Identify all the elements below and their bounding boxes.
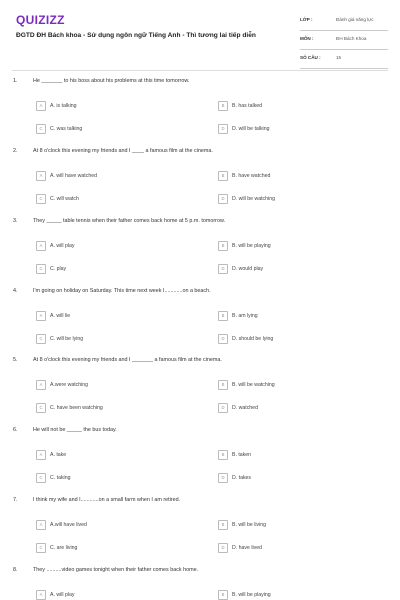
option-letter-box[interactable]: B — [218, 101, 228, 111]
meta-row-subject — [300, 31, 388, 50]
option-text: B. will be living — [232, 521, 267, 528]
option-letter-box[interactable]: C — [36, 194, 46, 204]
meta-row-count — [300, 50, 388, 69]
option-text: D. would play — [232, 265, 264, 272]
option-letter-box[interactable]: D — [218, 334, 228, 344]
option-text: A. will have watched — [50, 172, 97, 179]
question-number: 7. — [13, 497, 18, 503]
option-text: A. will lie — [50, 312, 71, 319]
option-text: C. was talking — [50, 125, 83, 132]
question-number: 5. — [13, 357, 18, 363]
meta-label: MÔN : — [300, 36, 314, 41]
option-letter-box[interactable]: B — [218, 171, 228, 181]
option-text: D. will be watching — [232, 195, 275, 202]
question-text: At 8 o'clock this evening my friends and I ____ a famous film at the cinema. — [33, 148, 213, 154]
option-letter-box[interactable]: C — [36, 473, 46, 483]
option-text: D. will be talking — [232, 125, 270, 132]
worksheet-title: ĐGTD ĐH Bách khoa - Sử dụng ngôn ngữ Tiếng Anh - Thì tương lai tiếp diễn — [16, 32, 256, 39]
question-text: They ..........video games tonight when their father comes back home. — [33, 567, 199, 573]
question-text: I'm going on holiday on Saturday. This time next week I............on a beach. — [33, 288, 211, 294]
question-text: He will not be _____ the bus today. — [33, 427, 117, 433]
option-text: B. am lying — [232, 312, 258, 319]
option-letter-box[interactable]: D — [218, 124, 228, 134]
option-text: D. takes — [232, 474, 252, 481]
option-text: C. will watch — [50, 195, 79, 202]
option-letter-box[interactable]: B — [218, 450, 228, 460]
option-text: A.were watching — [50, 381, 89, 388]
option-letter-box[interactable]: D — [218, 264, 228, 274]
question-text: He _______ to his boss about his problems at this time tomorrow. — [33, 78, 190, 84]
meta-value: Đánh giá năng lực — [336, 17, 374, 22]
option-text: C. are living — [50, 544, 78, 551]
option-letter-box[interactable]: D — [218, 403, 228, 413]
option-text: D. watched — [232, 404, 258, 411]
quizizz-logo: QUIZIZZ — [16, 13, 65, 27]
meta-label: LỚP : — [300, 17, 313, 22]
option-text: A. will play — [50, 242, 75, 249]
option-letter-box[interactable]: D — [218, 473, 228, 483]
worksheet-header — [0, 0, 400, 70]
option-letter-box[interactable]: C — [36, 124, 46, 134]
option-letter-box[interactable]: C — [36, 334, 46, 344]
option-text: A. take — [50, 451, 67, 458]
question-number: 3. — [13, 218, 18, 224]
option-text: C. taking — [50, 474, 71, 481]
option-letter-box[interactable]: A — [36, 241, 46, 251]
option-text: B. have watched — [232, 172, 271, 179]
option-letter-box[interactable]: B — [218, 520, 228, 530]
question-number: 1. — [13, 78, 18, 84]
question-text: They _____ table tennis when their father comes back home at 5 p.m. tomorrow. — [33, 218, 226, 224]
option-letter-box[interactable]: B — [218, 380, 228, 390]
question-number: 2. — [13, 148, 18, 154]
option-text: C. play — [50, 265, 67, 272]
option-letter-box[interactable]: C — [36, 543, 46, 553]
question-number: 4. — [13, 288, 18, 294]
question-text: At 8 o'clock this evening my friends and I _______ a famous film at the cinema. — [33, 357, 222, 363]
meta-row-class — [300, 12, 388, 31]
meta-value: ĐH Bách Khoa — [336, 36, 367, 41]
option-text: B. will be watching — [232, 381, 275, 388]
option-letter-box[interactable]: C — [36, 403, 46, 413]
option-text: A. will play — [50, 591, 75, 598]
option-text: C. have been watching — [50, 404, 103, 411]
header-divider — [12, 70, 388, 71]
option-letter-box[interactable]: C — [36, 264, 46, 274]
question-number: 6. — [13, 427, 18, 433]
option-letter-box[interactable]: B — [218, 311, 228, 321]
option-text: B. will be playing — [232, 242, 271, 249]
option-letter-box[interactable]: A — [36, 450, 46, 460]
option-text: B. taken — [232, 451, 252, 458]
option-letter-box[interactable]: A — [36, 520, 46, 530]
option-text: B. will be playing — [232, 591, 271, 598]
option-letter-box[interactable]: A — [36, 171, 46, 181]
option-letter-box[interactable]: B — [218, 590, 228, 600]
option-text: B. has talked — [232, 102, 262, 109]
option-text: D. should be lying — [232, 335, 274, 342]
option-letter-box[interactable]: B — [218, 241, 228, 251]
option-letter-box[interactable]: A — [36, 590, 46, 600]
meta-value: 15 — [336, 55, 342, 60]
question-number: 8. — [13, 567, 18, 573]
option-text: D. have lived — [232, 544, 262, 551]
option-text: C. will be lying — [50, 335, 84, 342]
option-letter-box[interactable]: A — [36, 380, 46, 390]
option-letter-box[interactable]: D — [218, 543, 228, 553]
question-text: I think my wife and I............on a small farm when I am retired. — [33, 497, 181, 503]
option-text: A. is talking — [50, 102, 77, 109]
meta-label: SỐ CÂU : — [300, 55, 321, 60]
option-letter-box[interactable]: A — [36, 101, 46, 111]
option-text: A.will have lived — [50, 521, 87, 528]
meta-table — [300, 12, 388, 69]
option-letter-box[interactable]: D — [218, 194, 228, 204]
option-letter-box[interactable]: A — [36, 311, 46, 321]
